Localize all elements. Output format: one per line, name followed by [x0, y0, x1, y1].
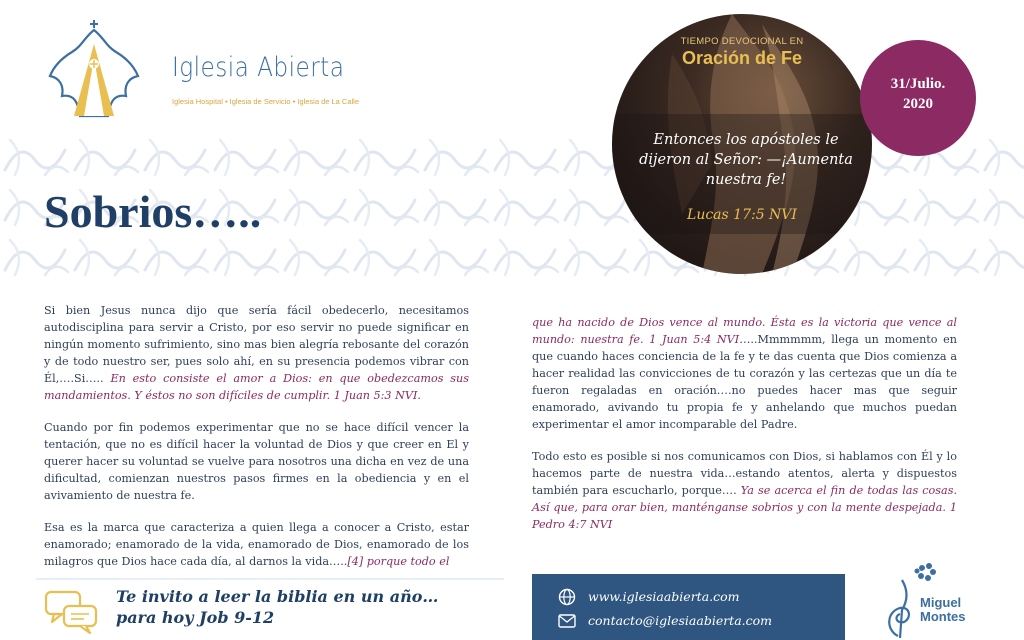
paragraph-2 [44, 419, 469, 504]
paragraph-3-text: Esa es la marca que caracteriza a quien llega a conocer a Cristo, estar enamorado; enamorado de la vida, enamorado de Dios, enamorado de los milagros que Dios hace cada día, al darnos la vida….. [44, 521, 469, 568]
paragraph-1 [44, 302, 469, 404]
mail-icon [558, 614, 576, 628]
paragraph-4-text: …..Mmmmmm, llega un momento en que cuando haces conciencia de la fe y te das cuenta que Dios comienza a hacer realidad las convicciones de tu corazón y las certezas que un día te fueron regaladas en oración….no puedes hacer mas que seguir enamorado, avivando tu propia fe y anhelando que muchos puedan experimentar el amor incomparable del Padre. [532, 333, 958, 431]
date-badge [860, 40, 976, 156]
author-name [920, 596, 966, 624]
paragraph-4 [532, 314, 957, 433]
email-link[interactable]: contacto@iglesiaabierta.com [588, 613, 773, 628]
reading-plan-footer [36, 578, 504, 640]
church-logo [44, 16, 144, 120]
date-year: 2020 [903, 96, 933, 112]
date-day-month: 31/Julio. [890, 76, 946, 92]
reading-plan-line-2: para hoy Job 9-12 [116, 608, 275, 627]
author-last-name: Montes [920, 609, 966, 624]
body-column-right [532, 314, 957, 548]
devotional-label: TIEMPO DEVOCIONAL EN [680, 36, 804, 47]
footer-divider [36, 578, 504, 580]
paragraph-3-quote: [4] porque todo el [347, 555, 450, 568]
reading-plan-text [116, 586, 438, 628]
website-link[interactable]: www.iglesiaabierta.com [588, 589, 740, 604]
paragraph-1-quote: En esto consiste el amor a Dios: en que obedezcamos sus mandamientos. Y éstos no son difíciles de cumplir. 1 Juan 5:3 NVI. [44, 372, 469, 402]
verse-reference: Lucas 17:5 NVI [687, 207, 797, 223]
author-first-name: Miguel [920, 595, 962, 610]
brand-name: Iglesia Abierta [172, 52, 345, 83]
body-column-left [44, 302, 469, 585]
brand-tagline: Iglesia Hospital • Iglesia de Servicio • Iglesia de La Calle [172, 97, 360, 106]
paragraph-3 [44, 519, 469, 570]
paragraph-5-quote: Ya se acerca el fin de todas las cosas. Así que, para orar bien, manténganse sobrios y con la mente despejada. 1 Pedro 4:7 NVI [532, 484, 958, 531]
devotional-title: Oración de Fe [681, 48, 803, 68]
page-title: Sobrios….. [44, 186, 262, 237]
paragraph-4-quote: que ha nacido de Dios vence al mundo. Ésta es la victoria que vence al mundo: nuestra fe. 1 Juan 5:4 NVI [532, 316, 957, 346]
paragraph-5 [532, 448, 957, 533]
paragraph-5-text: Todo esto es posible si nos comunicamos con Dios, si hablamos con Él y lo hacemos parte de nuestra vida…estando atentos, alerta y dispuestos también para escucharlo, porque…. [532, 450, 957, 497]
devotional-circle [612, 14, 872, 274]
globe-icon [558, 588, 576, 606]
chat-bubbles-icon [44, 590, 100, 634]
paragraph-1-text: Si bien Jesus nunca dijo que sería fácil obedecerlo, necesitamos autodisciplina para servir a Cristo, por eso servir no puede significar en ningún momento sufrimiento, sino mas bien alegría rebosante del corazón y de todo nuestro ser, pues solo ahí, en su presencia podemos vibrar con Él,….Si….. [44, 304, 469, 385]
reading-plan-line-1: Te invito a leer la biblia en un año… [116, 587, 439, 606]
verse-text: Entonces los apóstoles le dijeron al Señor: —¡Aumenta nuestra fe! [639, 132, 853, 188]
paragraph-2-text: Cuando por fin podemos experimentar que no se hace difícil vencer la tentación, que no es difícil hacer la voluntad de Dios y que creer en El y querer hacer su voluntad se vuelve para nosotros una dicha en vez de una dificultad, comienzan nuestros pasos firmes en la obediencia y en el avivamiento de nuestra fe. [44, 421, 469, 502]
contact-box [532, 574, 845, 640]
